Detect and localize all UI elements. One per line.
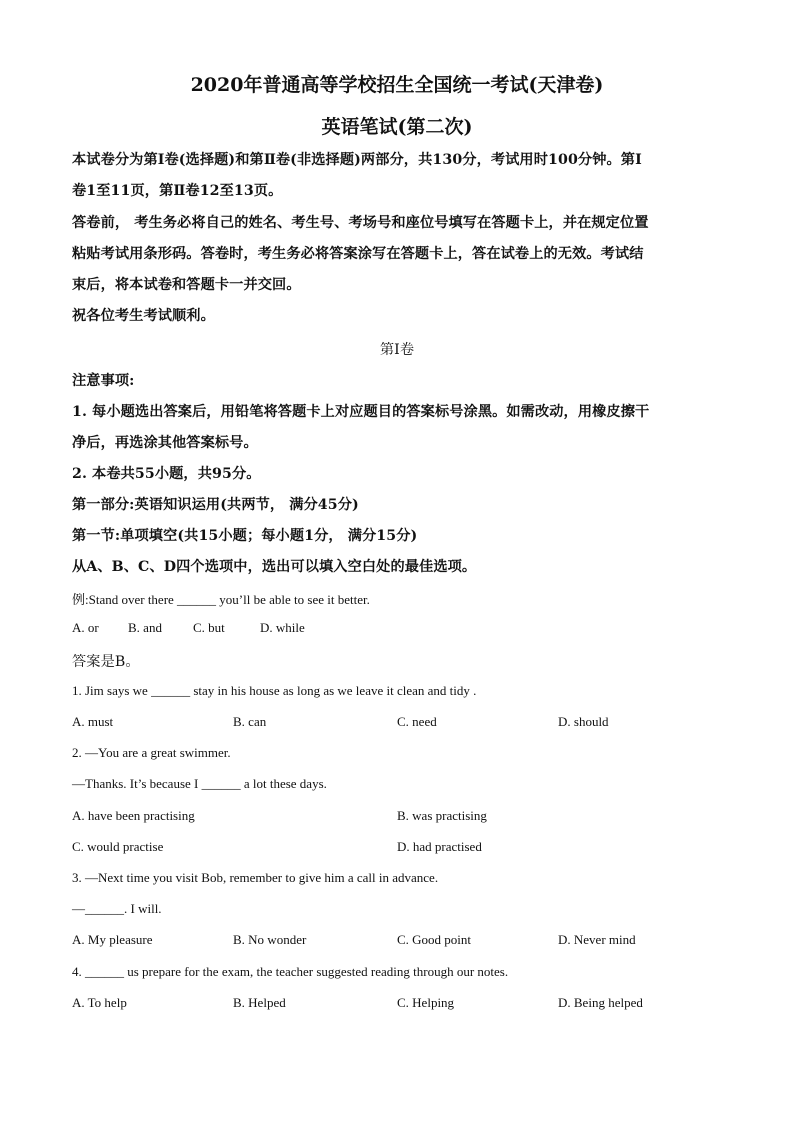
question-2-reply: —Thanks. It’s because I ______ a lot these days. [72,776,327,791]
instruction: 从A、B、C、D四个选项中，选出可以填入空白处的最佳选项。 [72,559,477,575]
question-4-option-b: B. Helped [233,995,286,1010]
example-option-a: A. or [72,620,99,635]
example-option-d: D. while [260,620,305,635]
part-1-heading: 第一部分:英语知识运用(共两节， 满分45分) [72,497,359,513]
section-heading: 第Ⅰ卷 [379,342,415,358]
intro-line-6: 祝各位考生考试顺利。 [72,308,215,324]
intro-line-5: 束后，将本试卷和答题卡一并交回。 [72,277,301,293]
example-answer: 答案是B。 [72,654,140,670]
question-2-option-c: C. would practise [72,839,164,854]
intro-line-4: 粘贴考试用条形码。答卷时，考生务必将答案涂写在答题卡上，答在试卷上的无效。考试结 [72,246,644,262]
question-4-option-c: C. Helping [397,995,455,1010]
intro-line-1: 本试卷分为第Ⅰ卷(选择题)和第Ⅱ卷(非选择题)两部分，共130分，考试用时100分钟。第Ⅰ [72,152,642,168]
question-4-option-a: A. To help [72,995,127,1010]
question-1-option-d: D. should [558,714,609,729]
example-option-b: B. and [128,620,162,635]
section-1-heading: 第一节:单项填空(共15小题；每小题1分， 满分15分) [72,528,418,544]
note-1a: 1. 每小题选出答案后，用铅笔将答题卡上对应题目的答案标号涂黑。如需改动，用橡皮擦干 [72,404,650,420]
question-3-option-c: C. Good point [397,932,472,947]
intro-line-3: 答卷前， 考生务必将自己的姓名、考生号、考场号和座位号填写在答题卡上，并在规定位置 [72,215,649,231]
question-1-stem: 1. Jim says we ______ stay in his house as long as we leave it clean and tidy . [72,683,477,698]
question-2-option-d: D. had practised [397,839,482,854]
exam-title: 2020年普通高等学校招生全国统一考试(天津卷) [190,74,604,96]
intro-line-2: 卷1至11页，第Ⅱ卷12至13页。 [72,183,283,199]
exam-subtitle: 英语笔试(第二次) [321,116,473,138]
question-4-option-d: D. Being helped [558,995,643,1010]
question-3-option-a: A. My pleasure [72,932,153,947]
question-3-option-d: D. Never mind [558,932,636,947]
example-stem: 例:Stand over there ______ you’ll be able to see it better. [72,592,370,607]
question-1-option-a: A. must [72,714,114,729]
question-2-option-b: B. was practising [397,808,487,823]
note-1b: 净后，再选涂其他答案标号。 [72,435,258,451]
question-2-option-a: A. have been practising [72,808,195,823]
question-3-stem: 3. —Next time you visit Bob, remember to give him a call in advance. [72,870,439,885]
notes-title: 注意事项: [72,373,135,389]
question-1-option-b: B. can [233,714,267,729]
note-2: 2. 本卷共55小题，共95分。 [72,466,261,482]
question-2-stem: 2. —You are a great swimmer. [72,745,231,760]
question-3-reply: —______. I will. [72,901,162,916]
question-1-option-c: C. need [397,714,437,729]
question-4-stem: 4. ______ us prepare for the exam, the teacher suggested reading through our notes. [72,964,509,979]
question-3-option-b: B. No wonder [233,932,307,947]
example-option-c: C. but [193,620,225,635]
